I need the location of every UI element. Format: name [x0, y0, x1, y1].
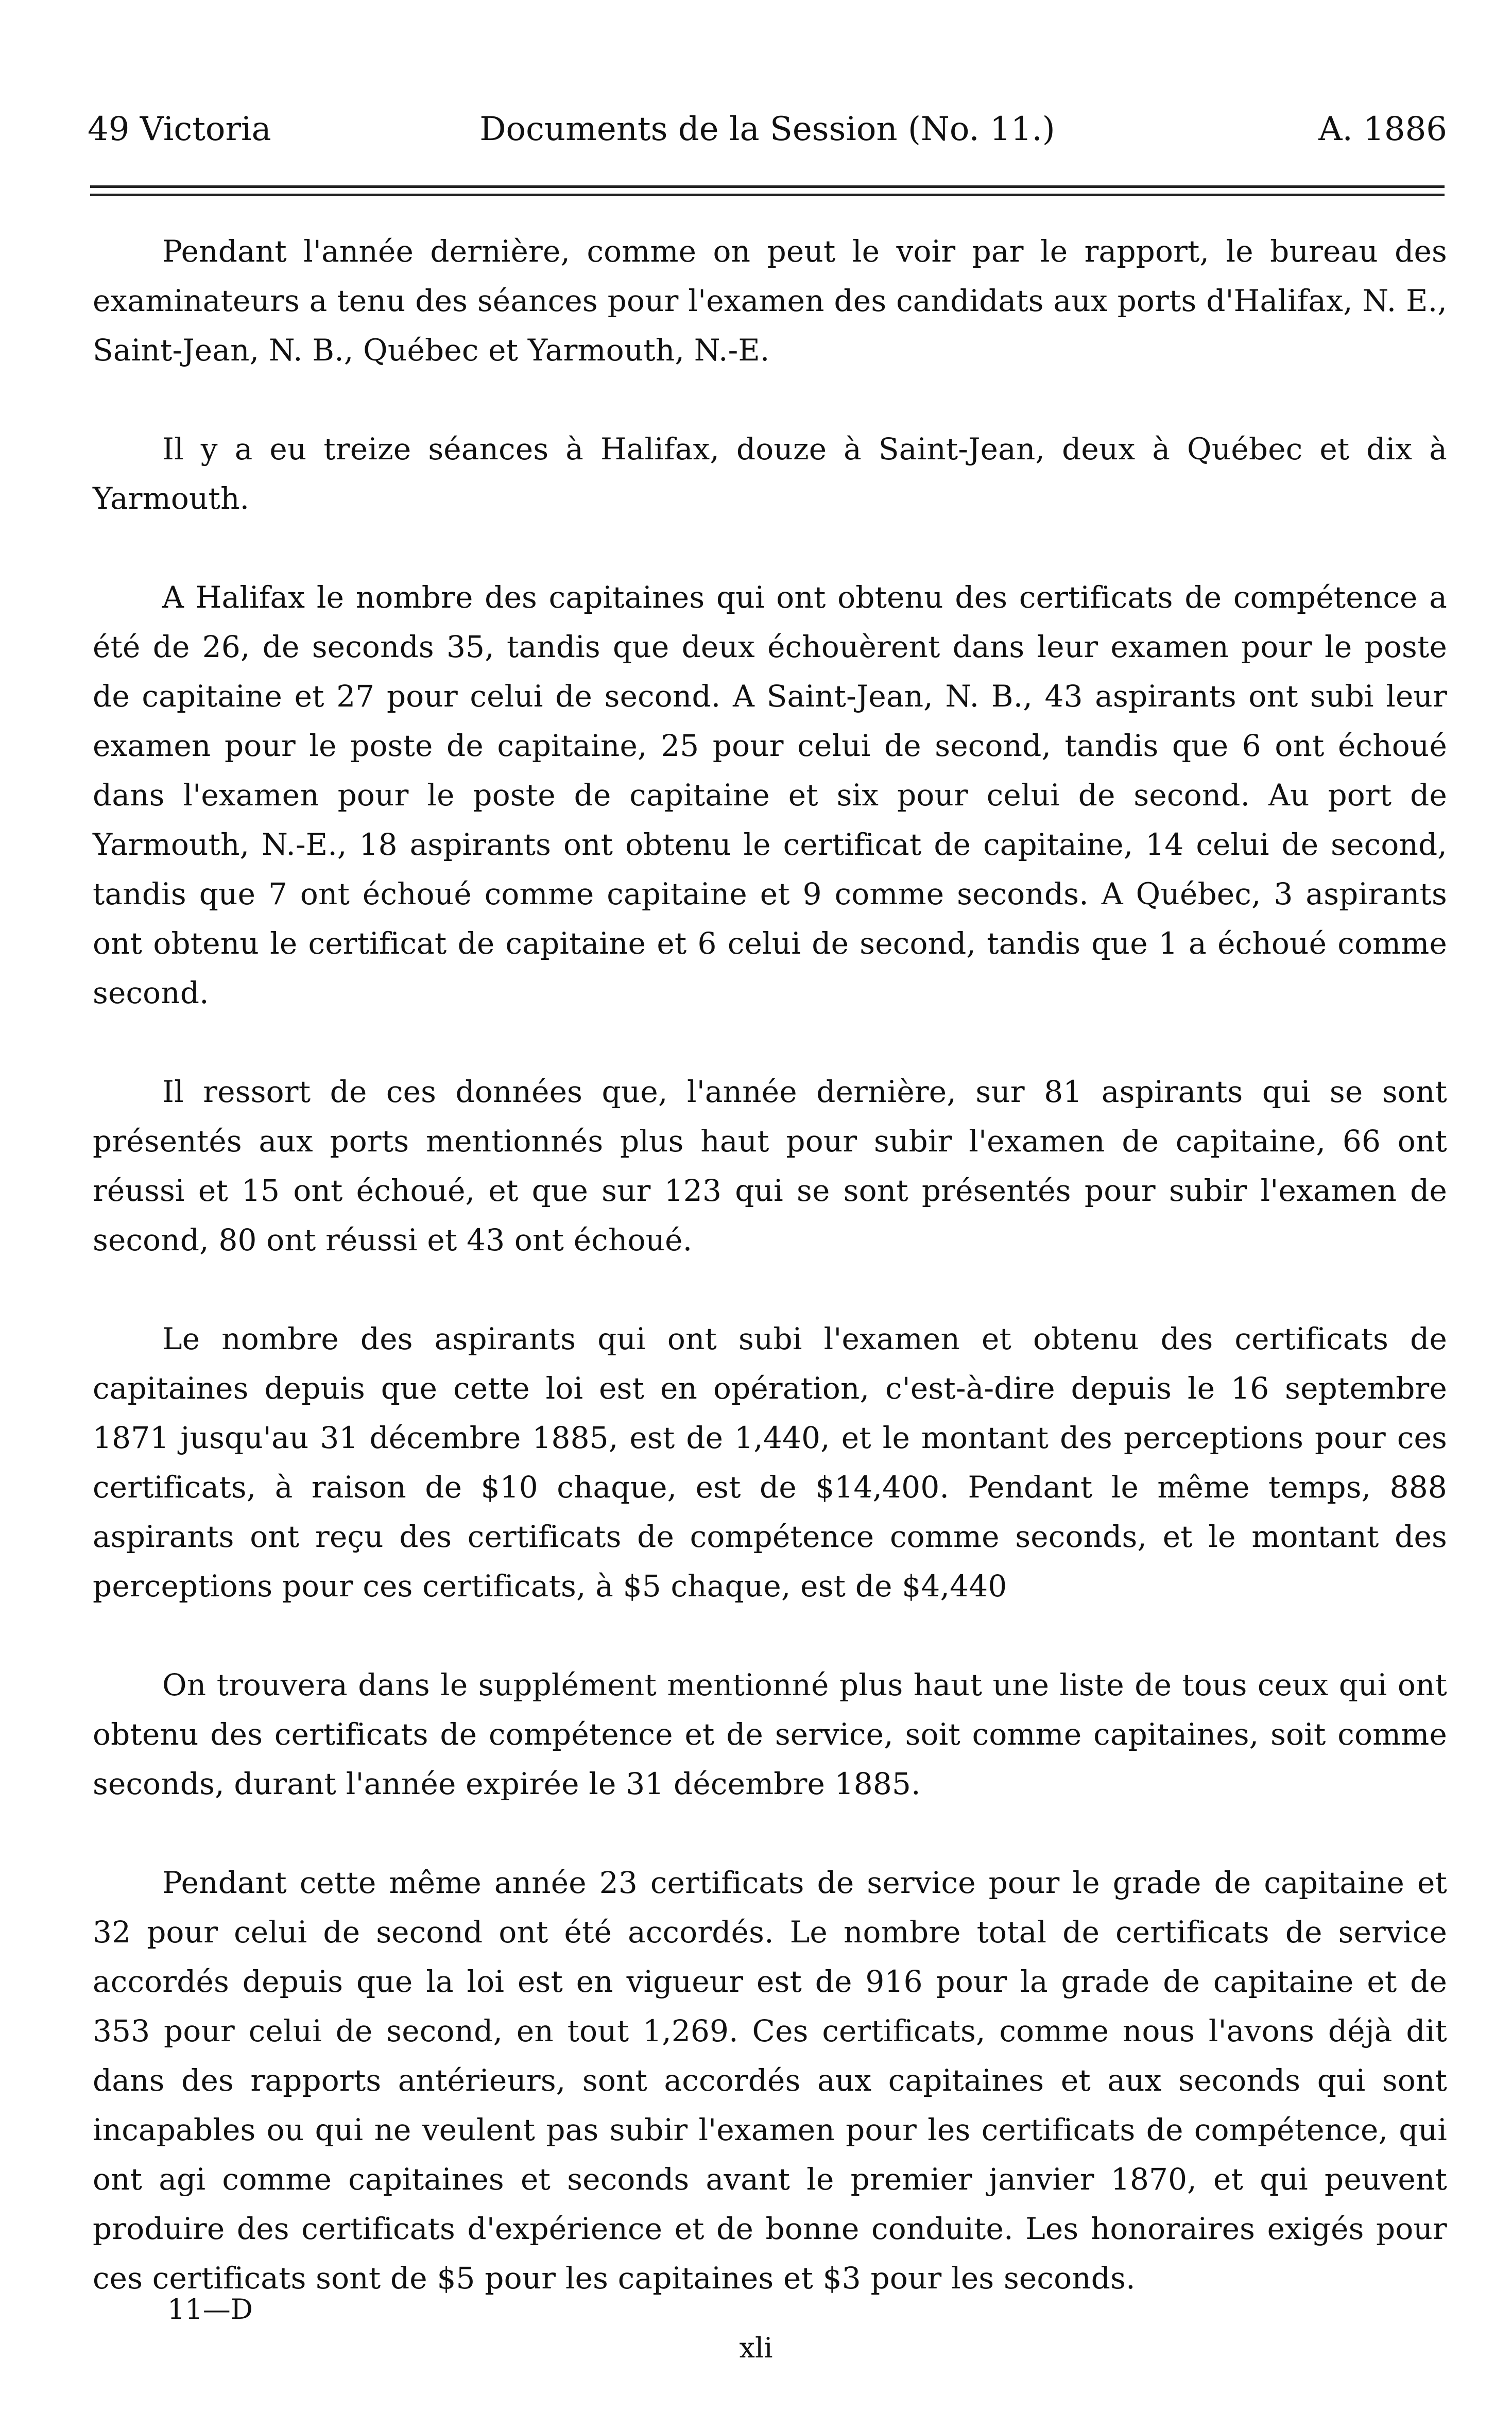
paragraph-1: Pendant l'année dernière, comme on peut le voir par le rapport, le bureau des examinateurs a tenu des séances pour l'examen des candidats aux ports d'Halifax, N. E., Saint-Jean, N. B., Québec et Yarmouth, N.-E. [93, 234, 1447, 368]
paragraph-7: Pendant cette même année 23 certificats de service pour le grade de capitaine et 32 pour celui de second ont été accordés. Le nombre total de certificats de service accordés depuis que la loi est en vigueur est de 916 pour la grade de capitaine et de 353 pour celui de second, en tout 1,269. Ces certificats, comme nous l'avons déjà dit dans des rapports antérieurs, sont accordés aux capitaines et aux seconds qui sont incapables ou qui ne veulent pas subir l'examen pour les certificats de compétence, qui ont agi comme capitaines et seconds avant le premier janvier 1870, et qui peuvent produire des certificats d'expérience et de bonne conduite. Les honoraires exigés pour ces certificats sont de $5 pour les capitaines et $3 pour les seconds. [93, 1865, 1447, 2296]
header-rule-bottom [90, 194, 1445, 196]
paragraph-6: On trouvera dans le supplément mentionné plus haut une liste de tous ceux qui ont obtenu des certificats de compétence et de service, soit comme capitaines, soit comme seconds, durant l'année expirée le 31 décembre 1885. [93, 1667, 1447, 1801]
header-title: Documents de la Session (No. 11.) [479, 110, 1055, 148]
header-year: A. 1886 [1318, 110, 1447, 148]
body-text [93, 227, 1447, 2352]
header-rule-top [90, 185, 1445, 188]
page-header [88, 106, 1447, 152]
paragraph-4: Il ressort de ces données que, l'année dernière, sur 81 aspirants qui se sont présentés aux ports mentionnés plus haut pour subir l'examen de capitaine, 66 ont réussi et 15 ont échoué, et que sur 123 qui se sont présentés pour subir l'examen de second, 80 ont réussi et 43 ont échoué. [93, 1074, 1447, 1257]
signature-mark: 11—D [167, 2293, 253, 2325]
header-volume: 49 Victoria [88, 110, 271, 148]
paragraph-2: Il y a eu treize séances à Halifax, douze à Saint-Jean, deux à Québec et dix à Yarmouth. [93, 432, 1447, 516]
paragraph-3: A Halifax le nombre des capitaines qui ont obtenu des certificats de compétence a été de 26, de seconds 35, tandis que deux échouèrent dans leur examen pour le poste de capitaine et 27 pour celui de second. A Saint-Jean, N. B., 43 aspirants ont subi leur examen pour le poste de capitaine, 25 pour celui de second, tandis que 6 ont échoué dans l'examen pour le poste de capitaine et six pour celui de second. Au port de Yarmouth, N.-E., 18 aspirants ont obtenu le certificat de capitaine, 14 celui de second, tandis que 7 ont échoué comme capitaine et 9 comme seconds. A Québec, 3 aspirants ont obtenu le certificat de capitaine et 6 celui de second, tandis que 1 a échoué comme second. [93, 580, 1447, 1010]
page-number: xli [739, 2332, 773, 2364]
paragraph-5: Le nombre des aspirants qui ont subi l'examen et obtenu des certificats de capitaines depuis que cette loi est en opération, c'est-à-dire depuis le 16 septembre 1871 jusqu'au 31 décembre 1885, est de 1,440, et le montant des perceptions pour ces certificats, à raison de $10 chaque, est de $14,400. Pendant le même temps, 888 aspirants ont reçu des certificats de compétence comme seconds, et le montant des perceptions pour ces certificats, à $5 chaque, est de $4,440 [93, 1321, 1447, 1604]
